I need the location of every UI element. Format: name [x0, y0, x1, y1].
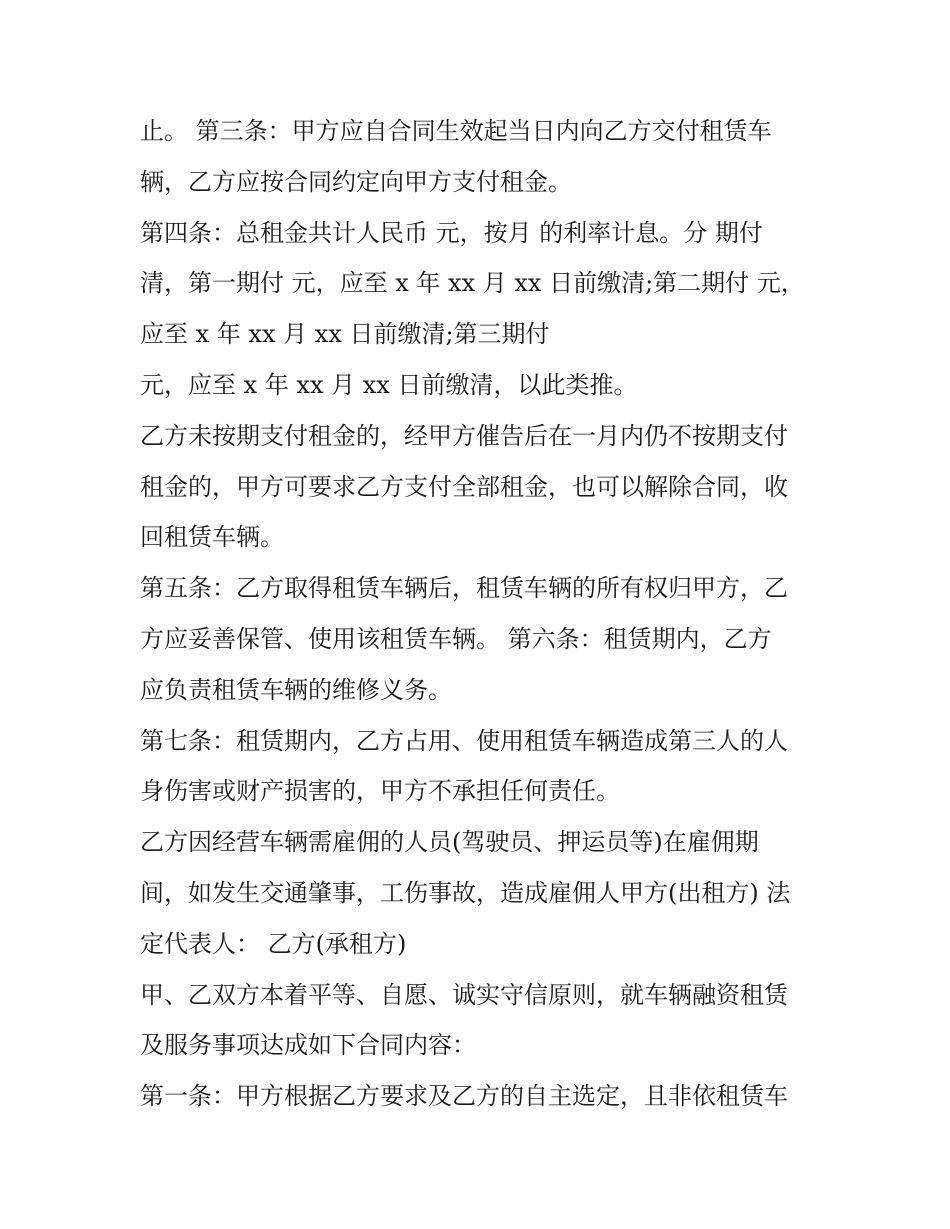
text-line: 止。 第三条：甲方应自合同生效起当日内向乙方交付租赁车 [140, 117, 772, 145]
text-line: 方应妥善保管、使用该租赁车辆。 第六条：租赁期内，乙方 [140, 624, 772, 653]
document-body [140, 106, 820, 1122]
text-line: 身伤害或财产损害的，甲方不承担任何责任。 [140, 777, 620, 806]
text-line: 回租赁车辆。 [140, 523, 284, 552]
text-line: 第五条：乙方取得租赁车辆后，租赁车辆的所有权归甲方，乙 [140, 574, 788, 603]
text-line: 应负责租赁车辆的维修义务。 [140, 675, 452, 704]
text-line: 乙方因经营车辆需雇佣的人员(驾驶员、押运员等)在雇佣期 [140, 828, 759, 857]
text-line: 应至 x 年 xx 月 xx 日前缴清;第三期付 [140, 320, 550, 349]
text-line: 甲、乙双方本着平等、自愿、诚实守信原则，就车辆融资租赁 [140, 980, 788, 1009]
text-line: 辆，乙方应按合同约定向甲方支付租金。 [140, 167, 572, 196]
text-line: 第七条：租赁期内，乙方占用、使用租赁车辆造成第三人的人 [140, 726, 788, 755]
text-line: 乙方未按期支付租金的，经甲方催告后在一月内仍不按期支付 [140, 421, 788, 450]
text-line: 第一条：甲方根据乙方要求及乙方的自主选定，且非依租赁车 [140, 1082, 788, 1111]
text-line: 及服务事项达成如下合同内容： [140, 1031, 476, 1060]
text-line: 租金的，甲方可要求乙方支付全部租金，也可以解除合同，收 [140, 472, 788, 501]
text-line: 清，第一期付 元，应至 x 年 xx 月 xx 日前缴清;第二期付 元， [140, 269, 805, 298]
text-line: 间，如发生交通肇事，工伤事故，造成雇佣人甲方(出租方) 法 [140, 878, 791, 907]
text-line: 元，应至 x 年 xx 月 xx 日前缴清，以此类推。 [140, 370, 638, 399]
text-line: 定代表人： 乙方(承租方) [140, 929, 407, 958]
text-line: 第四条：总租金共计人民币 元，按月 的利率计息。分 期付 [140, 218, 763, 247]
